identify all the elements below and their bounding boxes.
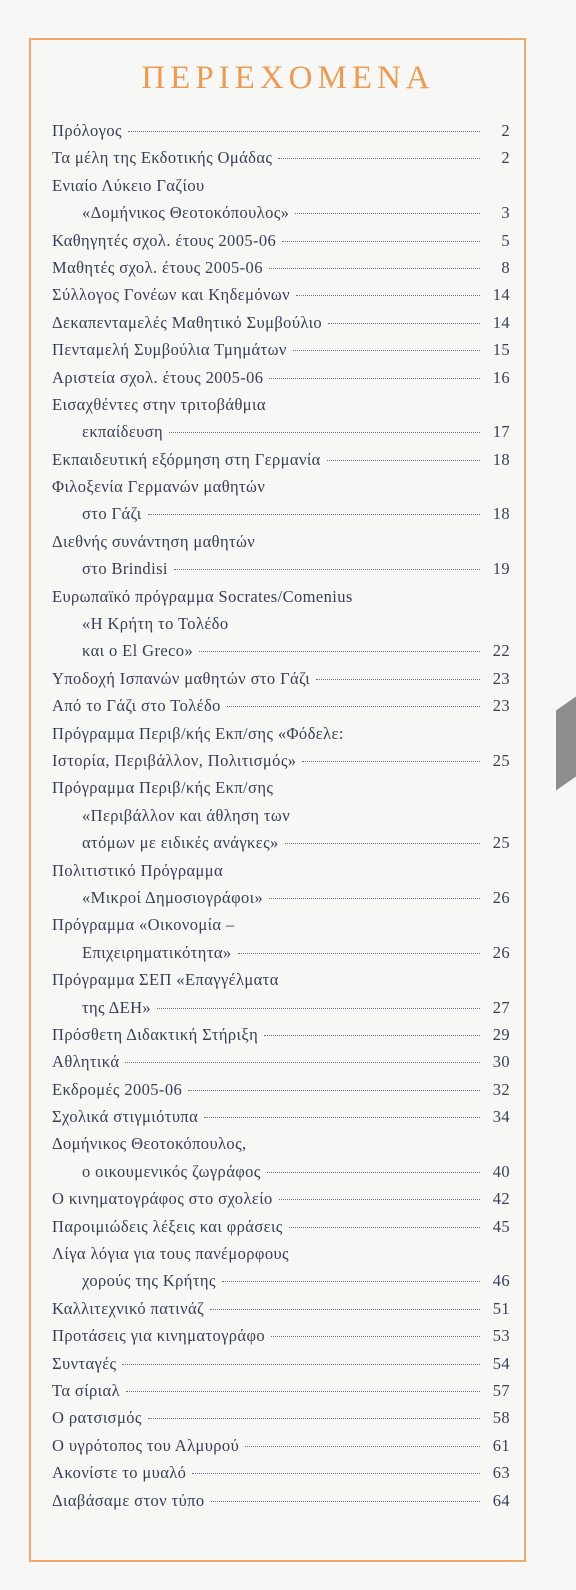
dot-leader [238, 953, 480, 954]
dot-leader [285, 843, 480, 844]
toc-entry-title: στο Γάζι [82, 504, 142, 524]
toc-entry-line [52, 1404, 510, 1431]
toc-page-number: 19 [492, 559, 510, 579]
dot-leader [296, 295, 480, 296]
toc-entry[interactable] [52, 528, 510, 583]
page-title: ΠΕΡΙΕΧΟΜΕΝΑ [141, 60, 435, 96]
toc-entry-title: Επιχειρηματικότητα» [82, 942, 232, 962]
toc-entry-title: Δεκαπενταμελές Μαθητικό Συμβούλιο [52, 312, 323, 332]
dot-leader [188, 1090, 480, 1091]
toc-entry[interactable] [52, 364, 510, 391]
toc-entry-line [52, 1185, 510, 1212]
toc-entry-line [52, 1213, 510, 1240]
toc-entry[interactable] [52, 1076, 510, 1103]
toc-entry-line [52, 1048, 510, 1075]
toc-entry[interactable] [52, 1240, 510, 1295]
toc-entry-title: Διεθνής συνάντηση μαθητών [52, 531, 256, 551]
toc-page-number: 23 [492, 696, 510, 716]
toc-entry-title: Προτάσεις για κινηματογράφο [52, 1326, 266, 1346]
toc-entry-line [52, 747, 510, 774]
toc-page-number: 3 [501, 203, 510, 223]
toc-entry-line [52, 1240, 510, 1267]
toc-entry-line [52, 1021, 510, 1048]
toc-entry[interactable] [52, 1377, 510, 1404]
toc-entry[interactable] [52, 583, 510, 665]
toc-entry-line [52, 555, 510, 582]
toc-page-number: 2 [501, 121, 510, 140]
toc-entry-line [52, 227, 510, 254]
toc-entry-title: της ΔΕΗ» [82, 997, 152, 1017]
toc-entry-title: Δομήνικος Θεοτοκόπουλος, [52, 1134, 247, 1154]
toc-entry[interactable] [52, 1350, 510, 1377]
toc-entry-title: Από το Γάζι στο Τολέδο [52, 696, 221, 716]
toc-entry[interactable] [52, 391, 510, 446]
toc-entry-title: Ευρωπαϊκό πρόγραμμα Socrates/Comenius [52, 586, 353, 606]
toc-entry[interactable] [52, 1322, 510, 1349]
toc-entry[interactable] [52, 281, 510, 308]
toc-page-number: 46 [492, 1271, 510, 1291]
toc-page-number: 25 [492, 750, 510, 770]
dot-leader [264, 1035, 480, 1036]
toc-entry-title: Εκπαιδευτική εξόρμηση στη Γερμανία [52, 449, 321, 469]
toc-page-number: 17 [492, 422, 510, 442]
dot-leader [271, 1336, 480, 1337]
toc-page-number: 63 [492, 1463, 510, 1483]
toc-entry-title: Ο ρατσισμός [52, 1408, 142, 1428]
toc-entry-line [52, 692, 510, 719]
toc-page-number: 29 [492, 1024, 510, 1044]
toc-entry[interactable] [52, 1432, 510, 1459]
toc-entry-line [52, 966, 510, 993]
toc-entry-line [52, 336, 510, 363]
dot-leader [204, 1117, 480, 1118]
toc-entry-line [52, 418, 510, 445]
toc-entry-title: Συνταγές [52, 1353, 117, 1373]
toc-entry-title: Πολιτιστικό Πρόγραμμα [52, 860, 224, 880]
toc-page-number: 16 [492, 367, 510, 387]
toc-entry-title: Πρόγραμμα «Οικονομία – [52, 915, 235, 935]
dot-leader [316, 679, 480, 680]
dot-leader [269, 898, 480, 899]
toc-entry-title: Ακονίστε το μυαλό [52, 1463, 187, 1483]
toc-entry[interactable] [52, 1459, 510, 1486]
toc-entry-title: Τα μέλη της Εκδοτικής Ομάδας [52, 148, 273, 168]
toc-entry-title: «Περιβάλλον και άθληση των [82, 805, 291, 825]
toc-entry-line [52, 1487, 510, 1514]
toc-page-number: 23 [492, 668, 510, 688]
toc-entry[interactable] [52, 172, 510, 227]
toc-entry[interactable] [52, 720, 510, 775]
toc-entry-line [52, 117, 510, 144]
toc-entry-title: «Η Κρήτη το Τολέδο [82, 614, 229, 634]
toc-page-number: 61 [492, 1435, 510, 1455]
dot-leader [210, 1309, 480, 1310]
toc-page-number: 57 [492, 1380, 510, 1400]
toc-page-number: 54 [492, 1353, 510, 1373]
toc-entry-line [52, 391, 510, 418]
toc-page-number: 34 [492, 1107, 510, 1127]
toc-entry-title: Πενταμελή Συμβούλια Τμημάτων [52, 340, 287, 360]
toc-entry-title: «Δομήνικος Θεοτοκόπουλος» [82, 203, 290, 223]
toc-entry-line [52, 774, 510, 801]
toc-page-number: 5 [501, 230, 510, 250]
toc-entry-line [52, 884, 510, 911]
toc-entry-title: Λίγα λόγια για τους πανέμορφους [52, 1244, 289, 1264]
toc-entry-title: Ο υγρότοπος του Αλμυρού [52, 1435, 240, 1455]
toc-entry[interactable] [52, 966, 510, 1021]
toc-page-number: 40 [492, 1161, 510, 1181]
dot-leader [126, 1391, 480, 1392]
toc-entry-line [52, 144, 510, 171]
dot-leader [222, 1281, 480, 1282]
toc-entry[interactable] [52, 1295, 510, 1322]
toc-entry-line [52, 610, 510, 637]
toc-entry-line [52, 254, 510, 281]
toc-entry[interactable] [52, 1048, 510, 1075]
dot-leader [269, 378, 480, 379]
toc-entry[interactable] [52, 692, 510, 719]
toc-entry-title: Ενιαίο Λύκειο Γαζίου [52, 175, 205, 195]
toc-entry-title: και ο El Greco» [82, 641, 194, 661]
toc-entry-title: Παροιμιώδεις λέξεις και φράσεις [52, 1216, 283, 1236]
toc-entry-line [52, 199, 510, 226]
dot-leader [125, 1062, 480, 1063]
toc-entry[interactable] [52, 1404, 510, 1431]
toc-entry-line [52, 1076, 510, 1103]
toc-entry-title: Διαβάσαμε στον τύπο [52, 1490, 205, 1510]
dot-leader [169, 432, 480, 433]
toc-entry-line [52, 1103, 510, 1130]
toc-entry-line [52, 1267, 510, 1294]
toc-entry[interactable] [52, 227, 510, 254]
toc-page-number: 15 [492, 340, 510, 360]
toc-entry-title: Καλλιτεχνικό πατινάζ [52, 1298, 205, 1318]
toc-entry-title: Φιλοξενία Γερμανών μαθητών [52, 477, 266, 497]
toc-entry-title: Καθηγητές σχολ. έτους 2005-06 [52, 230, 277, 250]
toc-entry[interactable] [52, 117, 510, 144]
toc-entry-line [52, 1377, 510, 1404]
dot-leader [328, 323, 480, 324]
toc-entry[interactable] [52, 1213, 510, 1240]
toc-page-number: 18 [492, 449, 510, 469]
toc-entry-line [52, 857, 510, 884]
toc-entry[interactable] [52, 911, 510, 966]
toc-page-number: 26 [492, 887, 510, 907]
toc-entry-title: Πρόγραμμα Περιβ/κής Εκπ/σης «Φόδελε: [52, 723, 344, 743]
toc-page-number: 27 [492, 997, 510, 1017]
toc-entry-line [52, 939, 510, 966]
toc-entry-title: Μαθητές σχολ. έτους 2005-06 [52, 257, 263, 277]
toc-entry-title: «Μικροί Δημοσιογράφοι» [82, 887, 264, 907]
toc-entry-title: Αριστεία σχολ. έτους 2005-06 [52, 367, 264, 387]
dot-leader [327, 460, 480, 461]
toc-entry-line [52, 309, 510, 336]
dot-leader [282, 241, 480, 242]
toc-entry[interactable] [52, 774, 510, 856]
toc-entry[interactable] [52, 336, 510, 363]
toc-entry-line [52, 802, 510, 829]
toc-entry[interactable] [52, 254, 510, 281]
dot-leader [245, 1446, 480, 1447]
toc-entry-title: Σύλλογος Γονέων και Κηδεμόνων [52, 285, 290, 305]
dot-leader [211, 1501, 480, 1502]
toc-page-number: 14 [492, 285, 510, 305]
toc-entry-line [52, 473, 510, 500]
dot-leader [192, 1473, 480, 1474]
toc-entry-line [52, 1459, 510, 1486]
toc-page-number: 22 [492, 641, 510, 661]
toc-entry-line [52, 172, 510, 199]
toc-entry-title: Ιστορία, Περιβάλλον, Πολιτισμός» [52, 750, 297, 770]
toc-entry-title: στο Brindisi [82, 559, 168, 579]
toc-page-number: 25 [492, 833, 510, 853]
toc-entry-title: Σχολικά στιγμιότυπα [52, 1107, 199, 1127]
toc-entry[interactable] [52, 665, 510, 692]
dot-leader [199, 651, 480, 652]
dot-leader [148, 1418, 480, 1419]
dot-leader [148, 514, 480, 515]
toc-entry-title: Υποδοχή Ισπανών μαθητών στο Γάζι [52, 668, 311, 688]
toc-page-number: 26 [492, 942, 510, 962]
toc-entry-line [52, 1322, 510, 1349]
toc-entry-title: Πρόγραμμα Περιβ/κής Εκπ/σης [52, 778, 274, 798]
toc-entry-line [52, 994, 510, 1021]
toc-entry[interactable] [52, 446, 510, 473]
toc-page-number: 32 [492, 1079, 510, 1099]
toc-entry-line [52, 281, 510, 308]
toc-page-number: 53 [492, 1326, 510, 1346]
toc-entry-title: ατόμων με ειδικές ανάγκες» [82, 833, 279, 853]
toc-page-number: 18 [492, 504, 510, 524]
dot-leader [128, 131, 480, 132]
toc-entry-line [52, 1158, 510, 1185]
toc-entry-title: εκπαίδευση [82, 422, 164, 442]
toc-entry-line [52, 1350, 510, 1377]
toc-entry-title: Εκδρομές 2005-06 [52, 1079, 183, 1099]
dot-leader [295, 213, 480, 214]
toc-entry-line [52, 500, 510, 527]
dot-leader [269, 268, 480, 269]
toc-entry[interactable] [52, 1185, 510, 1212]
toc-page-number: 30 [492, 1052, 510, 1072]
toc-entry-title: Εισαχθέντες στην τριτοβάθμια [52, 394, 266, 414]
toc-entry-line [52, 1295, 510, 1322]
dot-leader [289, 1227, 480, 1228]
table-of-contents [52, 117, 510, 1514]
dot-leader [293, 350, 480, 351]
toc-page-number: 58 [492, 1408, 510, 1428]
dot-leader [157, 1008, 480, 1009]
toc-page-number: 51 [492, 1298, 510, 1318]
toc-page-number: 2 [501, 148, 510, 168]
dot-leader [302, 761, 480, 762]
toc-entry[interactable] [52, 144, 510, 171]
toc-entry[interactable] [52, 1130, 510, 1185]
dot-leader [267, 1172, 480, 1173]
toc-entry[interactable] [52, 857, 510, 912]
toc-entry-title: Πρόγραμμα ΣΕΠ «Επαγγέλματα [52, 970, 279, 990]
toc-entry-line [52, 1432, 510, 1459]
toc-entry-line [52, 528, 510, 555]
toc-entry-title: ο οικουμενικός ζωγράφος [82, 1161, 261, 1181]
dot-leader [174, 569, 480, 570]
toc-entry-line [52, 446, 510, 473]
toc-entry-line [52, 829, 510, 856]
toc-entry-title: Αθλητικά [52, 1052, 120, 1072]
toc-entry-title: Πρόσθετη Διδακτική Στήριξη [52, 1024, 259, 1044]
toc-page-number: 8 [501, 257, 510, 277]
dot-leader [122, 1364, 480, 1365]
toc-entry-line [52, 583, 510, 610]
toc-entry-title: Τα σίριαλ [52, 1380, 120, 1400]
toc-entry-line [52, 1130, 510, 1157]
dot-leader [279, 1199, 480, 1200]
toc-page-number: 42 [492, 1189, 510, 1209]
toc-entry[interactable] [52, 473, 510, 528]
toc-entry[interactable] [52, 1103, 510, 1130]
toc-entry-line [52, 637, 510, 664]
toc-page-number: 14 [492, 312, 510, 332]
decorative-shape [556, 689, 576, 790]
toc-entry-line [52, 665, 510, 692]
toc-entry[interactable] [52, 309, 510, 336]
toc-page-number: 45 [492, 1216, 510, 1236]
dot-leader [278, 158, 480, 159]
toc-entry-line [52, 720, 510, 747]
dot-leader [227, 706, 480, 707]
toc-entry-line [52, 911, 510, 938]
toc-entry[interactable] [52, 1487, 510, 1514]
toc-page-number: 64 [492, 1490, 510, 1510]
toc-entry-title: Πρόλογος [52, 121, 122, 140]
toc-entry[interactable] [52, 1021, 510, 1048]
toc-entry-title: Ο κινηματογράφος στο σχολείο [52, 1189, 273, 1209]
toc-entry-line [52, 364, 510, 391]
toc-entry-title: χορούς της Κρήτης [82, 1271, 216, 1291]
